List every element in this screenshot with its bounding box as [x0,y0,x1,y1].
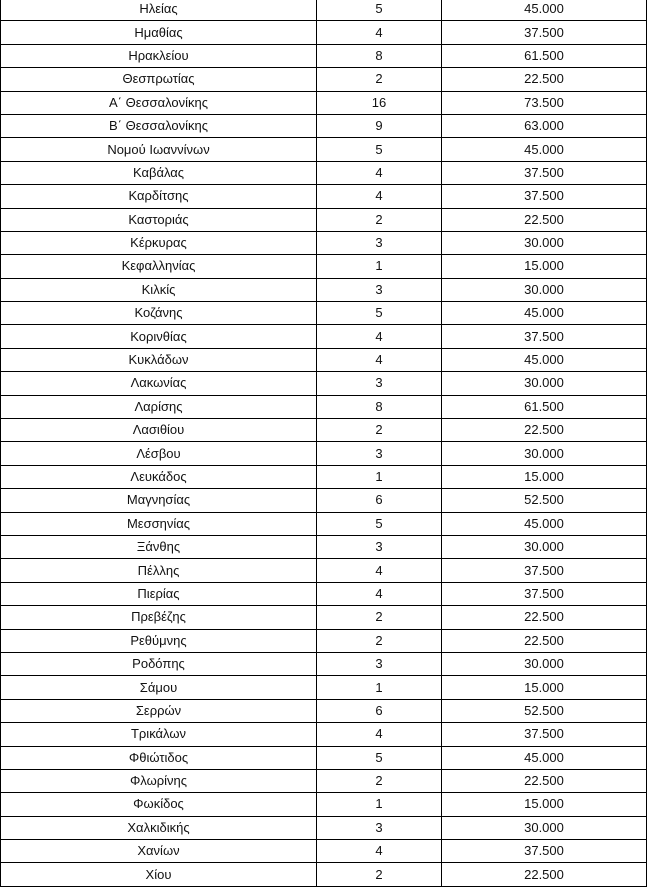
cell-amount: 15.000 [442,793,647,816]
cell-count: 4 [317,185,442,208]
table-row [1,606,647,629]
cell-count: 3 [317,442,442,465]
cell-count: 2 [317,629,442,652]
cell-name: Σερρών [1,699,317,722]
cell-name: Ηλείας [1,0,317,21]
cell-name: Φθιώτιδος [1,746,317,769]
cell-name: Α΄ Θεσσαλονίκης [1,91,317,114]
table-row [1,278,647,301]
cell-count: 5 [317,746,442,769]
table-row [1,442,647,465]
cell-name: Λαρίσης [1,395,317,418]
cell-name: Καστοριάς [1,208,317,231]
cell-name: Χανίων [1,840,317,863]
cell-count: 4 [317,723,442,746]
cell-name: Σάμου [1,676,317,699]
cell-count: 1 [317,676,442,699]
table-row [1,746,647,769]
cell-name: Ημαθίας [1,21,317,44]
cell-count: 2 [317,208,442,231]
cell-amount: 37.500 [442,582,647,605]
cell-amount: 15.000 [442,255,647,278]
table-row [1,629,647,652]
cell-amount: 45.000 [442,302,647,325]
cell-amount: 52.500 [442,699,647,722]
cell-name: Τρικάλων [1,723,317,746]
table-row [1,652,647,675]
cell-name: Καβάλας [1,161,317,184]
cell-amount: 37.500 [442,325,647,348]
cell-count: 3 [317,535,442,558]
cell-count: 6 [317,699,442,722]
cell-amount: 22.500 [442,629,647,652]
cell-amount: 45.000 [442,138,647,161]
cell-count: 2 [317,68,442,91]
cell-count: 3 [317,372,442,395]
cell-amount: 37.500 [442,21,647,44]
cell-amount: 45.000 [442,348,647,371]
table-row [1,231,647,254]
table-row [1,793,647,816]
cell-count: 16 [317,91,442,114]
table-row [1,302,647,325]
table-row [1,419,647,442]
cell-amount: 22.500 [442,769,647,792]
cell-name: Καρδίτσης [1,185,317,208]
cell-amount: 45.000 [442,0,647,21]
cell-name: Μαγνησίας [1,489,317,512]
cell-amount: 15.000 [442,676,647,699]
table-row [1,816,647,839]
table-row [1,559,647,582]
cell-amount: 52.500 [442,489,647,512]
cell-name: Χίου [1,863,317,886]
table-body [1,0,647,886]
cell-count: 5 [317,0,442,21]
table-row [1,208,647,231]
table-row [1,21,647,44]
cell-name: Κέρκυρας [1,231,317,254]
table-row [1,535,647,558]
table-row [1,114,647,137]
cell-amount: 22.500 [442,419,647,442]
table-row [1,372,647,395]
cell-name: Ηρακλείου [1,44,317,67]
cell-count: 4 [317,21,442,44]
cell-count: 6 [317,489,442,512]
cell-amount: 22.500 [442,68,647,91]
cell-name: Β΄ Θεσσαλονίκης [1,114,317,137]
cell-amount: 22.500 [442,208,647,231]
cell-amount: 30.000 [442,652,647,675]
cell-name: Λευκάδος [1,465,317,488]
table-row [1,840,647,863]
cell-count: 4 [317,559,442,582]
cell-count: 1 [317,793,442,816]
cell-count: 3 [317,816,442,839]
cell-count: 3 [317,231,442,254]
table-row [1,465,647,488]
table-row [1,0,647,21]
cell-count: 3 [317,278,442,301]
cell-name: Φωκίδος [1,793,317,816]
cell-amount: 30.000 [442,278,647,301]
table-row [1,676,647,699]
cell-count: 5 [317,138,442,161]
table-row [1,512,647,535]
cell-amount: 37.500 [442,723,647,746]
table-row [1,348,647,371]
cell-count: 2 [317,863,442,886]
cell-amount: 30.000 [442,442,647,465]
table-row [1,44,647,67]
cell-name: Λακωνίας [1,372,317,395]
table-row [1,138,647,161]
cell-count: 5 [317,512,442,535]
table-row [1,723,647,746]
cell-name: Θεσπρωτίας [1,68,317,91]
table-row [1,185,647,208]
table-row [1,769,647,792]
cell-amount: 37.500 [442,840,647,863]
cell-amount: 22.500 [442,606,647,629]
table-row [1,91,647,114]
table-row [1,395,647,418]
cell-name: Ροδόπης [1,652,317,675]
cell-name: Πέλλης [1,559,317,582]
cell-amount: 45.000 [442,746,647,769]
cell-name: Κοζάνης [1,302,317,325]
cell-amount: 73.500 [442,91,647,114]
table-row [1,699,647,722]
cell-count: 8 [317,44,442,67]
cell-name: Νομού Ιωαννίνων [1,138,317,161]
table-row [1,325,647,348]
cell-name: Φλωρίνης [1,769,317,792]
table-row [1,68,647,91]
cell-amount: 37.500 [442,161,647,184]
cell-count: 4 [317,325,442,348]
cell-count: 4 [317,582,442,605]
cell-name: Κορινθίας [1,325,317,348]
cell-count: 4 [317,348,442,371]
cell-amount: 61.500 [442,395,647,418]
cell-count: 1 [317,255,442,278]
cell-name: Λέσβου [1,442,317,465]
cell-name: Κυκλάδων [1,348,317,371]
cell-name: Ξάνθης [1,535,317,558]
cell-count: 2 [317,606,442,629]
cell-name: Πιερίας [1,582,317,605]
cell-amount: 30.000 [442,372,647,395]
cell-amount: 61.500 [442,44,647,67]
cell-count: 9 [317,114,442,137]
table-row [1,489,647,512]
cell-amount: 37.500 [442,185,647,208]
table-row [1,255,647,278]
cell-amount: 30.000 [442,535,647,558]
cell-count: 4 [317,161,442,184]
cell-name: Πρεβέζης [1,606,317,629]
cell-count: 4 [317,840,442,863]
cell-count: 1 [317,465,442,488]
cell-count: 2 [317,769,442,792]
cell-amount: 63.000 [442,114,647,137]
cell-count: 2 [317,419,442,442]
cell-count: 3 [317,652,442,675]
cell-name: Ρεθύμνης [1,629,317,652]
cell-amount: 15.000 [442,465,647,488]
table-row [1,161,647,184]
cell-name: Κεφαλληνίας [1,255,317,278]
cell-name: Κιλκίς [1,278,317,301]
cell-amount: 30.000 [442,816,647,839]
table-row [1,863,647,886]
cell-amount: 22.500 [442,863,647,886]
table-row [1,582,647,605]
cell-name: Μεσσηνίας [1,512,317,535]
cell-amount: 37.500 [442,559,647,582]
cell-amount: 45.000 [442,512,647,535]
cell-count: 5 [317,302,442,325]
cell-name: Λασιθίου [1,419,317,442]
cell-amount: 30.000 [442,231,647,254]
cell-name: Χαλκιδικής [1,816,317,839]
cell-count: 8 [317,395,442,418]
